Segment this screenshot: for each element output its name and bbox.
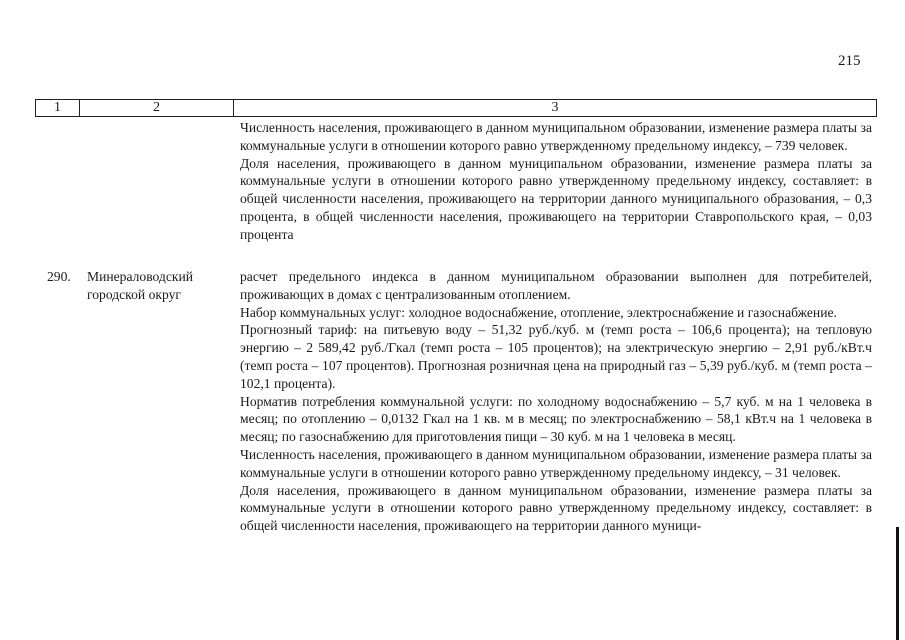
table-header-row: [35, 99, 877, 117]
row-paragraph: Доля населения, проживающего в данном муниципальном образовании, изменение размера платы за коммунальные услуги в отношении которого равно утвержденному предельному индексу, составляет: в общей численности населения, проживающего на территории данного муници-: [240, 482, 872, 534]
row-paragraph: расчет предельного индекса в данном муниципальном образовании выполнен для потребителей, проживающих в домах с централизованным отоплением.: [240, 269, 872, 302]
municipality-name: Минераловодский городской округ: [87, 269, 194, 302]
continuation-paragraph: Доля населения, проживающего в данном муниципальном образовании, изменение размера платы за коммунальные услуги в отношении которого равно утвержденному предельному индексу, составляет: в общей численности населения, проживающего на территории данного муниципального образования, – 0,3 процента, в общей численности населения, проживающего на территории Ставропольского края, – 0,03 процента: [240, 155, 872, 242]
header-col-2: 2: [80, 100, 234, 116]
row-number: 290.: [47, 269, 71, 284]
continuation-paragraph: Численность населения, проживающего в данном муниципальном образовании, изменение размера платы за коммунальные услуги в отношении которого равно утвержденному предельному индексу, – 739 человек.: [240, 120, 872, 153]
header-col-3: 3: [551, 100, 559, 115]
continuation-text-block: [240, 119, 872, 244]
scan-edge-mark: [896, 527, 899, 640]
row-paragraph: Набор коммунальных услуг: холодное водоснабжение, отопление, электроснабжение и газоснабжение.: [240, 304, 837, 320]
page-number: 215: [838, 53, 861, 69]
row-paragraph: Норматив потребления коммунальной услуги: по холодному водоснабжению – 5,7 куб. м на 1 человека в месяц; по отоплению – 0,0132 Гкал на 1 кв. м в месяц; по электроснабжению – 58,1 кВт.ч на 1 человека в месяц; по газоснабжению для приготовления пищи – 30 куб. м на 1 человека в месяц.: [240, 393, 872, 445]
row-290-text-block: [240, 268, 872, 535]
header-col-1: 1: [36, 100, 80, 116]
row-paragraph: Прогнозный тариф: на питьевую воду – 51,32 руб./куб. м (темп роста – 106,6 процента); на тепловую энергию – 2 589,42 руб./Гкал (темп роста – 105 процентов); на электрическую энергию – 2,91 руб./кВт.ч (темп роста – 107 процентов). Прогнозная розничная цена на природный газ – 5,39 руб./куб. м (темп роста – 102,1 процента).: [240, 322, 872, 391]
row-paragraph: Численность населения, проживающего в данном муниципальном образовании, изменение размера платы за коммунальные услуги в отношении которого равно утвержденному предельному индексу, – 31 человек.: [240, 446, 872, 480]
